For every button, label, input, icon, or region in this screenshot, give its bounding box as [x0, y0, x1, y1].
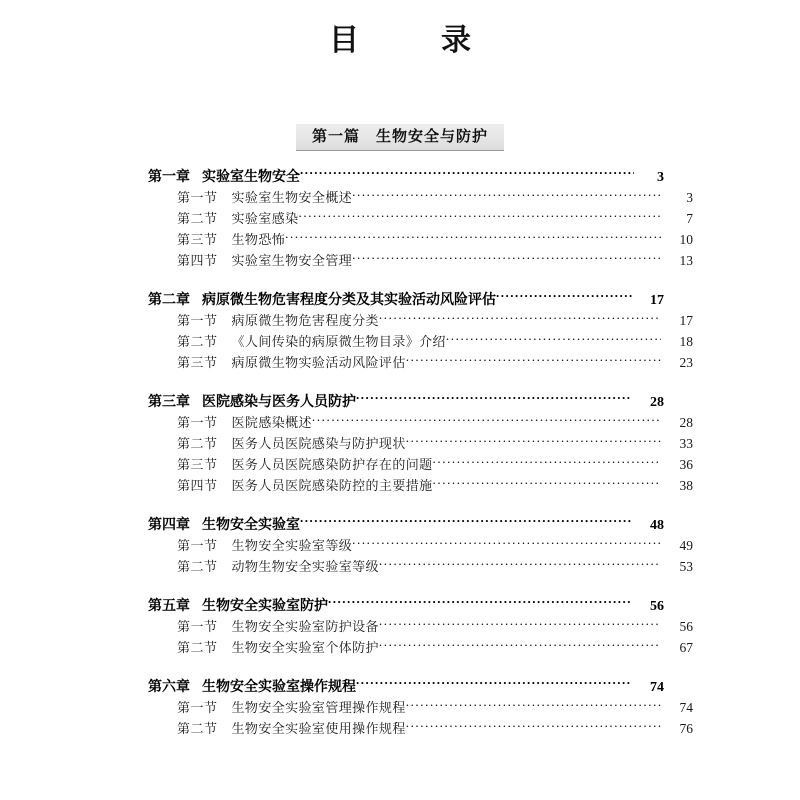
page-number: 56: [650, 599, 664, 614]
page-number: 38: [679, 478, 693, 493]
chapter-title: 病原微生物危害程度分类及其实验活动风险评估: [202, 292, 496, 308]
toc-list: [148, 160, 693, 736]
dot-leader: [299, 202, 663, 223]
page-number: 18: [679, 334, 693, 349]
section-title: 医院感染概述: [231, 415, 312, 430]
section-title: 生物安全实验室管理操作规程: [231, 700, 406, 715]
section-title: 动物生物安全实验室等级: [231, 559, 379, 574]
toc-chapter-row[interactable]: [148, 508, 664, 533]
dot-leader: [356, 670, 632, 691]
section-title: 实验室生物安全管理: [231, 253, 353, 268]
dot-leader: [352, 244, 661, 265]
toc-chapter-block: [148, 160, 693, 268]
chapter-number: 第三章: [148, 394, 190, 410]
page-number: 53: [679, 559, 693, 574]
toc-chapter-block: [148, 670, 693, 736]
page-number: 17: [679, 313, 693, 328]
dot-leader: [352, 529, 661, 550]
page-number: 3: [686, 190, 693, 205]
toc-chapter-block: [148, 589, 693, 655]
chapter-title: 生物安全实验室防护: [202, 598, 328, 614]
section-number: 第四节: [177, 253, 218, 268]
chapter-title: 医院感染与医务人员防护: [202, 394, 356, 410]
dot-leader: [356, 385, 632, 406]
chapter-title: 生物安全实验室操作规程: [202, 679, 356, 695]
dot-leader: [433, 448, 661, 469]
section-title: 实验室生物安全概述: [231, 190, 353, 205]
page-number: 7: [686, 211, 693, 226]
dot-leader: [406, 346, 661, 367]
dot-leader: [406, 691, 661, 712]
section-number: 第一节: [177, 619, 218, 634]
section-title: 生物恐怖: [231, 232, 286, 247]
section-number: 第二节: [177, 640, 218, 655]
section-number: 第四节: [177, 478, 218, 493]
page-number: 76: [679, 721, 693, 736]
dot-leader: [300, 160, 634, 181]
section-title: 实验室感染: [231, 211, 299, 226]
toc-chapter-block: [148, 508, 693, 574]
section-number: 第一节: [177, 313, 218, 328]
page-number: 3: [657, 170, 664, 185]
dot-leader: [300, 508, 632, 529]
chapter-number: 第二章: [148, 292, 190, 308]
page-number: 67: [679, 640, 693, 655]
toc-chapter-block: [148, 385, 693, 493]
section-title: 生物安全实验室使用操作规程: [231, 721, 406, 736]
section-title: 医务人员医院感染防护存在的问题: [231, 457, 433, 472]
dot-leader: [406, 427, 661, 448]
toc-chapter-row[interactable]: [148, 385, 664, 410]
section-number: 第二节: [177, 436, 218, 451]
page-number: 28: [650, 395, 664, 410]
section-number: 第三节: [177, 232, 218, 247]
dot-leader: [379, 631, 661, 652]
part-heading-wrapper: [0, 124, 800, 151]
toc-chapter-row[interactable]: [148, 283, 664, 308]
dot-leader: [328, 589, 632, 610]
page-number: 28: [679, 415, 693, 430]
section-number: 第二节: [177, 334, 218, 349]
section-title: 病原微生物实验活动风险评估: [231, 355, 406, 370]
dot-leader: [446, 325, 661, 346]
page-number: 10: [679, 232, 693, 247]
section-title: 病原微生物危害程度分类: [231, 313, 379, 328]
section-number: 第二节: [177, 211, 218, 226]
chapter-number: 第六章: [148, 679, 190, 695]
section-title: 《人间传染的病原微生物目录》介绍: [231, 334, 446, 349]
page-number: 33: [679, 436, 693, 451]
dot-leader: [379, 610, 661, 631]
section-number: 第一节: [177, 415, 218, 430]
page-number: 56: [679, 619, 693, 634]
toc-chapter-row[interactable]: [148, 589, 664, 614]
toc-chapter-row[interactable]: [148, 670, 664, 695]
chapter-number: 第一章: [148, 169, 190, 185]
dot-leader: [312, 406, 661, 427]
section-title: 生物安全实验室等级: [231, 538, 353, 553]
section-number: 第三节: [177, 457, 218, 472]
section-title: 生物安全实验室个体防护: [231, 640, 379, 655]
section-title: 医务人员医院感染防控的主要措施: [231, 478, 433, 493]
part-heading: 第一篇 生物安全与防护: [296, 124, 504, 151]
section-number: 第二节: [177, 559, 218, 574]
dot-leader: [379, 550, 661, 571]
section-number: 第一节: [177, 700, 218, 715]
toc-chapter-block: [148, 283, 693, 370]
section-number: 第一节: [177, 538, 218, 553]
dot-leader: [433, 469, 661, 490]
chapter-number: 第四章: [148, 517, 190, 533]
page-number: 13: [679, 253, 693, 268]
page-number: 74: [650, 680, 664, 695]
section-number: 第一节: [177, 190, 218, 205]
page-number: 49: [679, 538, 693, 553]
chapter-number: 第五章: [148, 598, 190, 614]
dot-leader: [496, 283, 632, 304]
page-number: 48: [650, 518, 664, 533]
chapter-title: 实验室生物安全: [202, 169, 300, 185]
page-number: 74: [679, 700, 693, 715]
page-number: 36: [679, 457, 693, 472]
section-number: 第三节: [177, 355, 218, 370]
dot-leader: [285, 223, 661, 244]
section-title: 生物安全实验室防护设备: [231, 619, 379, 634]
dot-leader: [352, 181, 663, 202]
toc-chapter-row[interactable]: [148, 160, 664, 185]
page-title: 目 录: [329, 23, 497, 58]
section-title: 医务人员医院感染与防护现状: [231, 436, 406, 451]
section-number: 第二节: [177, 721, 218, 736]
page-number: 23: [679, 355, 693, 370]
dot-leader: [379, 304, 661, 325]
chapter-title: 生物安全实验室: [202, 517, 300, 533]
page-number: 17: [650, 293, 664, 308]
dot-leader: [406, 712, 661, 733]
